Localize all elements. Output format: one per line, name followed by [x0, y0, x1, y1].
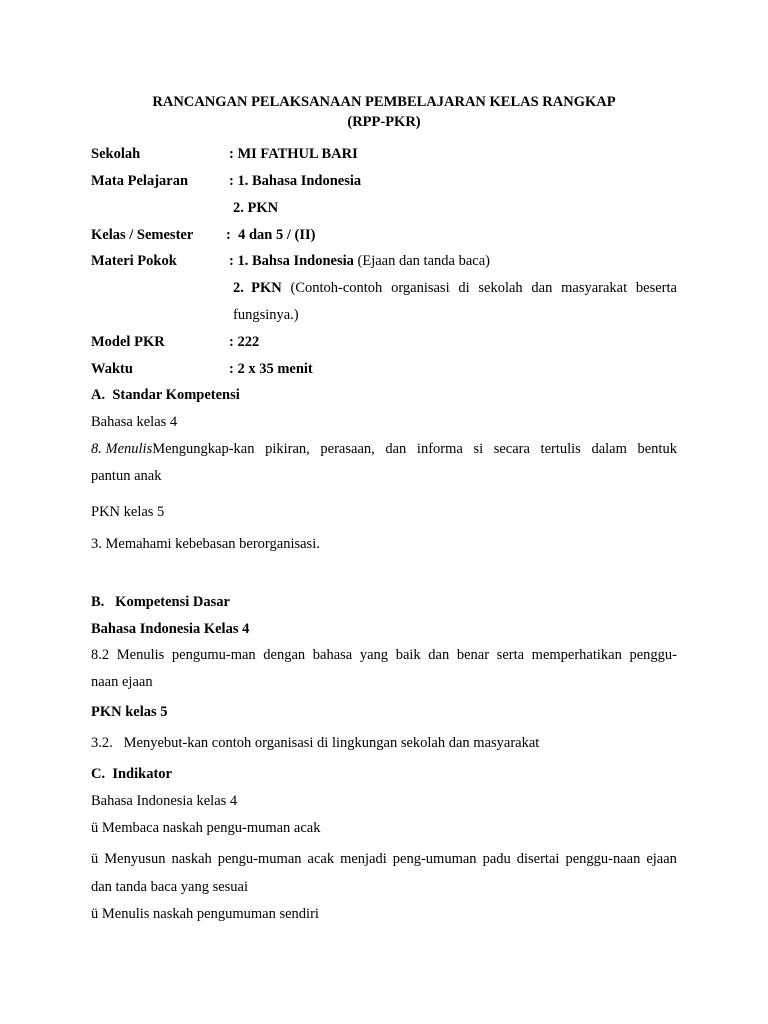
sekolah-label: Sekolah: [91, 146, 141, 162]
document-title: RANCANGAN PELAKSANAAN PEMBELAJARAN KELAS RANGKAP: [152, 94, 616, 110]
word: 8.2: [91, 647, 110, 663]
word: sekolah: [478, 280, 523, 296]
section-a-sub2: PKN kelas 5: [91, 504, 165, 520]
word: secara: [493, 441, 530, 457]
word: disertai: [516, 851, 560, 867]
word: Mengungkap-kan: [152, 441, 255, 457]
materi-value-1: [229, 252, 490, 270]
word: pengu-muman: [217, 851, 302, 867]
word: bentuk: [637, 441, 677, 457]
word: peng-umuman: [392, 851, 477, 867]
indikator-3: ü Menulis naskah pengumuman sendiri: [91, 906, 319, 922]
indikator-2: [91, 850, 677, 868]
word: masyarakat: [561, 280, 628, 296]
word: benar: [456, 647, 490, 663]
word: menjadi: [340, 851, 387, 867]
section-b-sub2: PKN kelas 5: [91, 704, 168, 720]
word: penggu-naan: [565, 851, 641, 867]
sk-item-3: 3. Memahami kebebasan berorganisasi.: [91, 536, 320, 552]
word: padu: [482, 851, 511, 867]
word: dan: [531, 280, 553, 296]
kelas-value: : 4 dan 5 / (II): [226, 227, 316, 243]
sk-item-8-italic: 8. Menulis: [91, 441, 153, 457]
sk-item-8-cont: pantun anak: [91, 468, 162, 484]
word: memperhatikan: [531, 647, 622, 663]
section-b-heading: B. Kompetensi Dasar: [91, 594, 230, 610]
materi-value-2-cont: fungsinya.): [233, 307, 299, 323]
word: ü: [91, 851, 99, 867]
materi-bahasa-detail: (Ejaan dan tanda baca): [353, 253, 490, 269]
word: naskah: [171, 851, 212, 867]
word: ejaan: [646, 851, 677, 867]
word: acak: [307, 851, 335, 867]
word: yang: [359, 647, 389, 663]
sekolah-value: : MI FATHUL BARI: [229, 146, 358, 162]
section-a-heading: A. Standar Kompetensi: [91, 387, 240, 403]
word: penggu-: [629, 647, 677, 663]
kd-item-3-2: 3.2. Menyebut-kan contoh organisasi di lingkungan sekolah dan masyarakat: [91, 735, 540, 751]
word: dalam: [591, 441, 627, 457]
word: serta: [496, 647, 525, 663]
materi-pkn: 2. PKN: [233, 280, 282, 296]
word: Menulis: [116, 647, 165, 663]
materi-value-2: [233, 279, 677, 297]
waktu-label: Waktu: [91, 361, 133, 377]
word: organisasi: [391, 280, 450, 296]
materi-label: Materi Pokok: [91, 253, 177, 269]
mapel-value-2: 2. PKN: [233, 200, 279, 216]
materi-bahasa-indonesia: : 1. Bahsa Indonesia: [229, 253, 354, 269]
word: pengumu-man: [171, 647, 256, 663]
word: dengan: [263, 647, 306, 663]
model-value: : 222: [229, 334, 260, 350]
word: informa: [416, 441, 463, 457]
section-c-sub1: Bahasa Indonesia kelas 4: [91, 793, 238, 809]
indikator-1: ü Membaca naskah pengu-muman acak: [91, 820, 321, 836]
section-c-heading: C. Indikator: [91, 766, 172, 782]
kd-item-8-2-cont: naan ejaan: [91, 674, 153, 690]
word: di: [458, 280, 470, 296]
sk-item-8: [91, 440, 677, 458]
section-a-sub1: Bahasa kelas 4: [91, 414, 178, 430]
kelas-label: Kelas / Semester: [91, 227, 194, 243]
word: dan: [428, 647, 450, 663]
section-b-sub1: Bahasa Indonesia Kelas 4: [91, 621, 250, 637]
mapel-label: Mata Pelajaran: [91, 173, 189, 189]
mapel-value-1: : 1. Bahasa Indonesia: [229, 173, 362, 189]
word: Menyusun: [104, 851, 166, 867]
word: dan: [385, 441, 407, 457]
kd-item-8-2: [91, 646, 677, 664]
word: si: [473, 441, 484, 457]
word: perasaan,: [320, 441, 375, 457]
indikator-2-cont: dan tanda baca yang sesuai: [91, 879, 249, 895]
model-label: Model PKR: [91, 334, 165, 350]
word: pikiran,: [265, 441, 310, 457]
word: baik: [395, 647, 421, 663]
word: tertulis: [540, 441, 581, 457]
word: (Contoh-contoh: [290, 280, 383, 296]
document-subtitle: (RPP-PKR): [347, 114, 421, 130]
waktu-value: : 2 x 35 menit: [229, 361, 313, 377]
word: bahasa: [312, 647, 353, 663]
word: beserta: [635, 280, 677, 296]
